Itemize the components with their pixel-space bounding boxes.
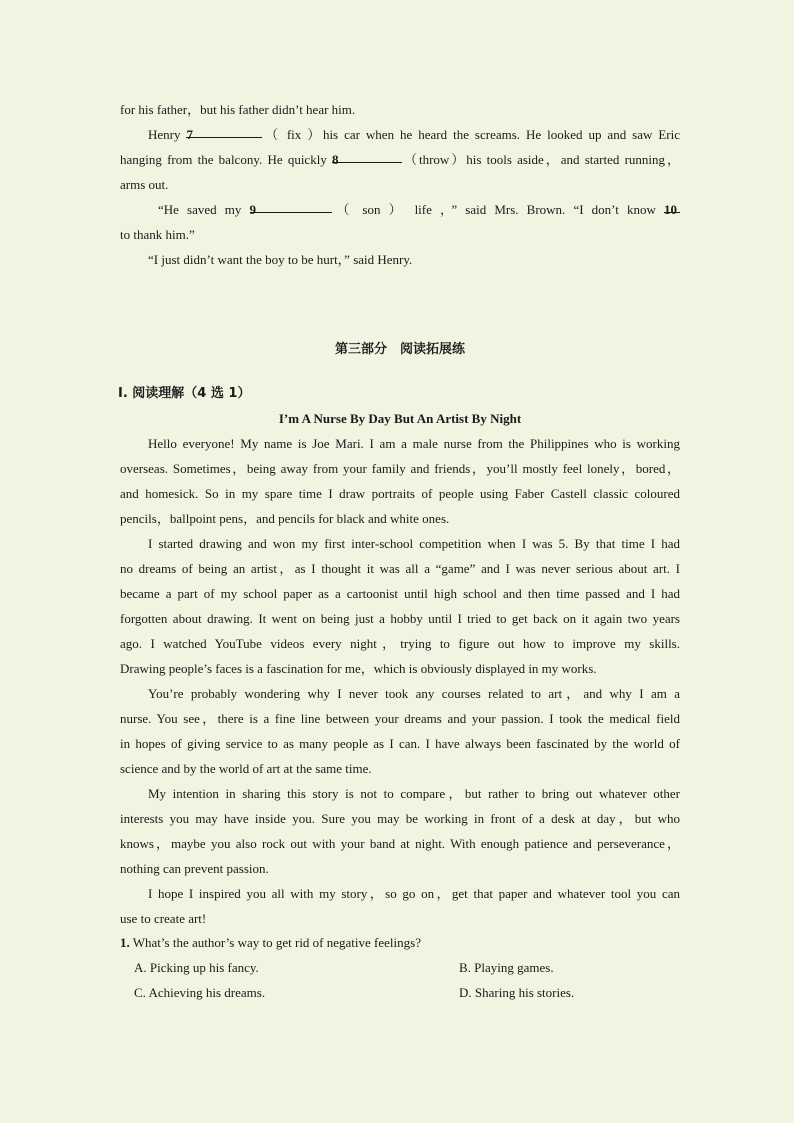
option-d[interactable]: D. Sharing his stories. [459, 985, 575, 1000]
passage-line-2 [120, 122, 680, 147]
article-line: I started drawing and won my first inter-school competition when I was 5. By that time I had [148, 536, 680, 551]
passage-text: to thank him.” [120, 227, 195, 242]
answer-blank-9[interactable] [249, 197, 332, 217]
passage-text: hanging from the balcony. He quickly [120, 152, 333, 167]
passage-text: Henry [148, 127, 187, 142]
option-b[interactable]: B. Playing games. [459, 960, 554, 975]
passage-text: arms out. [120, 177, 169, 192]
blank-number: 8 [332, 152, 339, 167]
article-line: My intention in sharing this story is not to compare，but rather to bring out whatever other [148, 786, 680, 801]
answer-blank-8[interactable] [332, 147, 402, 167]
article-line: use to create art! [120, 911, 207, 926]
article-title: I’m A Nurse By Day But An Artist By Night [278, 411, 522, 426]
blank-number: 9 [249, 202, 257, 217]
article-line: became a part of my school paper as a cartoonist until high school and then time passed and I had [120, 586, 680, 601]
options-row-2 [120, 980, 680, 1005]
passage-line-7 [120, 247, 680, 272]
passage-line-3 [120, 147, 680, 172]
question-1 [120, 930, 680, 955]
article-line: and homesick. So in my spare time I draw portraits of people using Faber Castell classic coloured [120, 486, 680, 501]
answer-blank-7[interactable] [186, 122, 262, 142]
passage-text: （throw）his tools aside，and started running， [402, 152, 680, 167]
passage-line-6 [120, 222, 680, 247]
blank-number: 10 [664, 202, 677, 217]
article-line: interests you may have inside you. Sure you may be working in front of a desk at day，but who [120, 811, 680, 826]
section-title: 第三部分 阅读拓展练 [334, 342, 465, 357]
article-line: You’re probably wondering why I never took any courses related to art，and why I am a [148, 686, 680, 701]
passage-line-1 [120, 97, 680, 122]
passage-text: （ fix ）his car when he heard the screams. He looked up and saw Eric [262, 127, 680, 142]
passage-line-5 [120, 197, 680, 222]
article-line: Drawing people’s faces is a fascination for me，which is obviously displayed in my works. [120, 661, 597, 676]
question-number: 1. [120, 935, 130, 950]
article-line: nothing can prevent passion. [120, 861, 269, 876]
passage-text: （ son ） life ，” said Mrs. Brown. “I don’t know [331, 202, 664, 217]
article-line: forgotten about drawing. It went on being just a hobby until I tried to get back on it again two years [120, 611, 680, 626]
article-line: ago. I watched YouTube videos every night，trying to figure out how to improve my skills. [120, 636, 680, 651]
question-text: What’s the author’s way to get rid of negative feelings? [129, 935, 421, 950]
option-c[interactable]: C. Achieving his dreams. [134, 985, 266, 1000]
article-line: no dreams of being an artist，as I thought it was all a “game” and I was never serious about art. I [120, 561, 680, 576]
reading-subheading: Ⅰ. 阅读理解（4 选 1） [118, 386, 251, 401]
article-line: science and by the world of art at the same time. [120, 761, 372, 776]
answer-blank-10[interactable] [664, 197, 680, 217]
passage-line-4 [120, 172, 680, 197]
article-line: overseas. Sometimes，being away from your family and friends，you’ll mostly feel lonely，bored， [120, 461, 680, 476]
article-line: I hope I inspired you all with my story，so go on，get that paper and whatever tool you can [148, 886, 680, 901]
article-line: pencils，ballpoint pens，and pencils for black and white ones. [120, 511, 450, 526]
article-line: in hopes of giving service to as many people as I can. I have always been fascinated by the world of [120, 736, 680, 751]
passage-text: “He saved my [158, 202, 250, 217]
passage-text: “I just didn’t want the boy to be hurt，” said Henry. [148, 252, 413, 267]
article-line: Hello everyone! My name is Joe Mari. I am a male nurse from the Philippines who is working [148, 436, 680, 451]
article-line: nurse. You see，there is a fine line between your dreams and your passion. I took the medical field [120, 711, 680, 726]
option-a[interactable]: A. Picking up his fancy. [134, 960, 259, 975]
passage-text: for his father，but his father didn’t hear him. [120, 102, 356, 117]
article-line: knows，maybe you also rock out with your band at night. With enough patience and perseverance， [120, 836, 680, 851]
blank-number: 7 [186, 127, 193, 142]
options-row-1 [120, 955, 680, 980]
